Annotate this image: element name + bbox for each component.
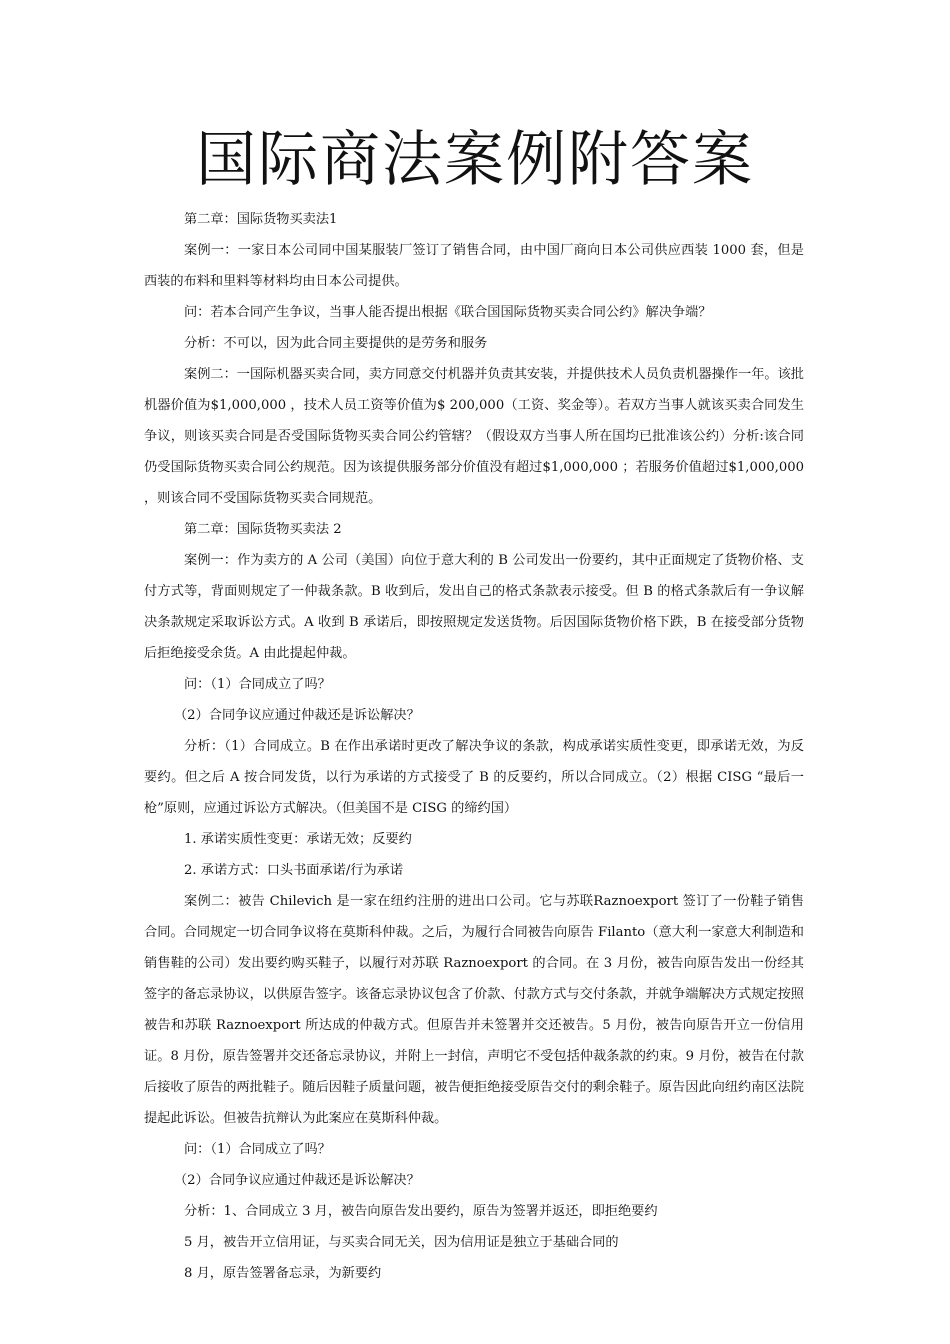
paragraph: 第二章：国际货物买卖法1 (184, 212, 338, 227)
paragraph: 2. 承诺方式：口头书面承诺/行为承诺 (184, 863, 404, 878)
paragraph: 问：（1）合同成立了吗？ (184, 677, 331, 692)
document-title: 国际商法案例附答案 (196, 125, 754, 196)
paragraph: （2）合同争议应通过仲裁还是诉讼解决？ (174, 1173, 420, 1188)
paragraph: 8 月，原告签署备忘录，为新要约 (184, 1266, 382, 1281)
paragraph: 1. 承诺实质性变更：承诺无效；反要约 (184, 832, 412, 847)
paragraph: 分析：不可以，因为此合同主要提供的是劳务和服务 (184, 336, 488, 351)
paragraph: 案例一：一家日本公司同中国某服装厂签订了销售合同，由中国厂商向日本公司供应西装 1000 套，但是西装的布料和里料等材料均由日本公司提供。 (144, 243, 804, 289)
paragraph: 5 月，被告开立信用证，与买卖合同无关，因为信用证是独立于基础合同的 (184, 1235, 619, 1250)
paragraph: 问：（1）合同成立了吗？ (184, 1142, 331, 1157)
paragraph: （2）合同争议应通过仲裁还是诉讼解决？ (174, 708, 420, 723)
document-body (144, 204, 804, 1289)
paragraph: 案例一：作为卖方的 A 公司（美国）向位于意大利的 B 公司发出一份要约，其中正面规定了货物价格、支付方式等，背面则规定了一仲裁条款。B 收到后，发出自己的格式条款表示接受。但 B 的格式条款后有一争议解决条款规定采取诉讼方式。A 收到 B 承诺后，即按照规定发送货物。后因国际货物价格下跌，B 在接受部分货物后拒绝接受余货。A 由此提起仲裁。 (144, 553, 804, 661)
paragraph: 第二章：国际货物买卖法 2 (184, 522, 342, 537)
paragraph: 问：若本合同产生争议，当事人能否提出根据《联合国国际货物买卖合同公约》解决争端？ (184, 305, 712, 320)
paragraph: 分析：（1）合同成立。B 在作出承诺时更改了解决争议的条款，构成承诺实质性变更，即承诺无效，为反要约。但之后 A 按合同发货，以行为承诺的方式接受了 B 的反要约，所以合同成立。（2）根据 CISG “最后一枪”原则，应通过诉讼方式解决。（但美国不是 CISG 的缔约国） (144, 739, 804, 816)
paragraph: 分析：1、合同成立 3 月，被告向原告发出要约，原告为签署并返还，即拒绝要约 (184, 1204, 658, 1219)
paragraph: 案例二：被告 Chilevich 是一家在纽约注册的进出口公司。它与苏联Raznoexport 签订了一份鞋子销售合同。合同规定一切合同争议将在莫斯科仲裁。之后，为履行合同被告向原告 Filanto（意大利一家意大利制造和销售鞋的公司）发出要约购买鞋子，以履行对苏联 Raznoexport 的合同。在 3 月份，被告向原告发出一份经其签字的备忘录协议，以供原告签字。该备忘录协议包含了价款、付款方式与交付条款，并就争端解决方式规定按照被告和苏联 Raznoexport 所达成的仲裁方式。但原告并未签署并交还被告。5 月份，被告向原告开立一份信用证。8 月份，原告签署并交还备忘录协议，并附上一封信，声明它不受包括仲裁条款的约束。9 月份，被告在付款后接收了原告的两批鞋子。随后因鞋子质量问题，被告便拒绝接受原告交付的剩余鞋子。原告因此向纽约南区法院提起此诉讼。但被告抗辩认为此案应在莫斯科仲裁。 (144, 894, 804, 1126)
paragraph: 案例二：一国际机器买卖合同，卖方同意交付机器并负责其安装，并提供技术人员负责机器操作一年。该批机器价值为$1,000,000 ，技术人员工资等价值为$ 200,000（工资、奖金等）。若双方当事人就该买卖合同发生争议，则该买卖合同是否受国际货物买卖合同公约管辖？（假设双方当事人所在国均已批准该公约）分析:该合同仍受国际货物买卖合同公约规范。因为该提供服务部分价值没有超过$1,000,000 ；若服务价值超过$1,000,000 ，则该合同不受国际货物买卖合同规范。 (144, 367, 804, 506)
